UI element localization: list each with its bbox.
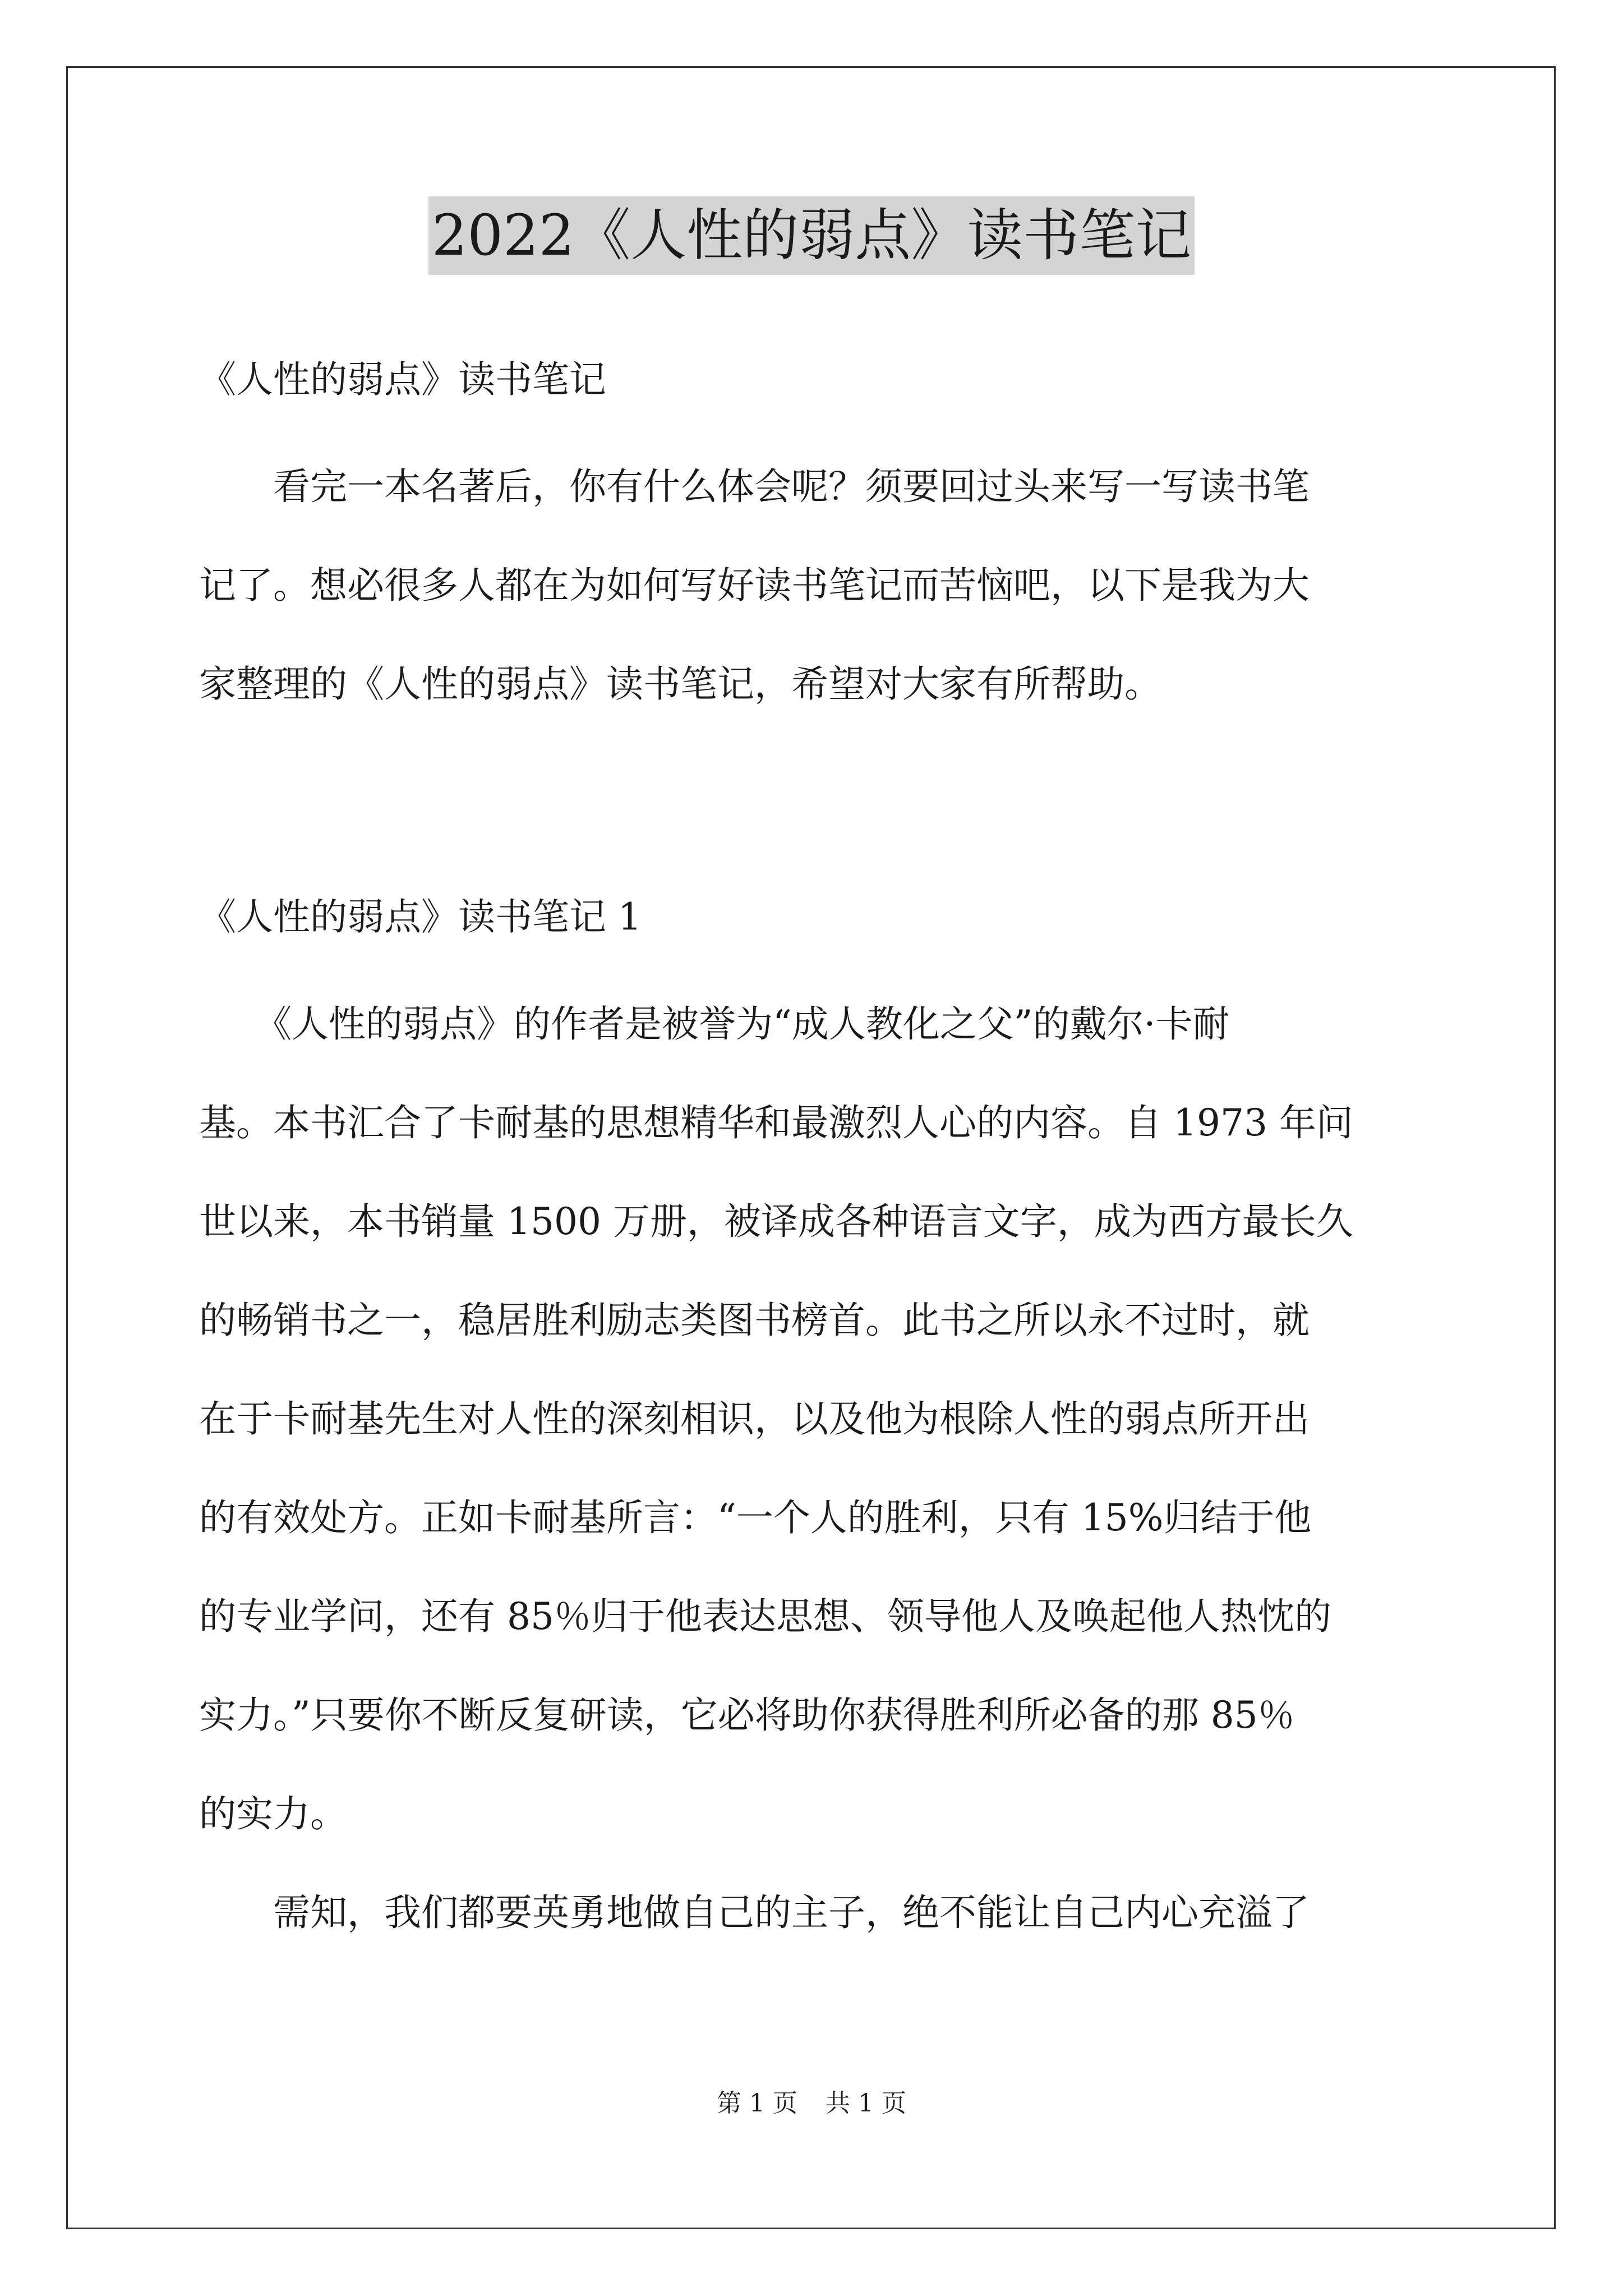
intro-line: 看完一本名著后，你有什么体会呢？须要回过头来写一写读书笔 bbox=[199, 465, 1310, 508]
intro-paragraph bbox=[199, 438, 1467, 734]
body-line: 基。本书汇合了卡耐基的思想精华和最激烈人心的内容。自 1973 年问 bbox=[199, 1101, 1353, 1144]
body-line: 的有效处方。正如卡耐基所言：“一个人的胜利，只有 15%归结于他 bbox=[199, 1496, 1312, 1539]
body-line: 世以来，本书销量 1500 万册，被译成各种语言文字，成为西方最长久 bbox=[199, 1200, 1353, 1243]
page-footer bbox=[0, 2087, 1623, 2120]
body-line: 《人性的弱点》的作者是被誉为“成人教化之父”的戴尔·卡耐 bbox=[199, 1002, 1230, 1046]
intro-line: 家整理的《人性的弱点》读书笔记，希望对大家有所帮助。 bbox=[199, 662, 1161, 706]
body-line: 实力。”只要你不断反复研读，它必将助你获得胜利所必备的那 85％ bbox=[199, 1694, 1295, 1737]
body-line: 需知，我们都要英勇地做自己的主子，绝不能让自己内心充溢了 bbox=[199, 1891, 1310, 1934]
body-line: 在于卡耐基先生对人性的深刻相识，以及他为根除人性的弱点所开出 bbox=[199, 1397, 1310, 1441]
title-container bbox=[0, 196, 1623, 275]
body-paragraph bbox=[199, 975, 1467, 1962]
document-title: 2022《人性的弱点》读书笔记 bbox=[428, 196, 1195, 275]
page-number: 第 1 页 bbox=[717, 2089, 797, 2118]
section-heading: 《人性的弱点》读书笔记 1 bbox=[199, 895, 642, 938]
body-line: 的畅销书之一，稳居胜利励志类图书榜首。此书之所以永不过时，就 bbox=[199, 1299, 1310, 1342]
intro-line: 记了。想必很多人都在为如何写好读书笔记而苦恼吧，以下是我为大 bbox=[199, 564, 1310, 607]
page-total: 共 1 页 bbox=[826, 2089, 906, 2118]
body-line: 的专业学问，还有 85％归于他表达思想、领导他人及唤起他人热忱的 bbox=[199, 1595, 1331, 1638]
body-line: 的实力。 bbox=[199, 1792, 347, 1835]
document-subtitle: 《人性的弱点》读书笔记 bbox=[199, 358, 606, 401]
